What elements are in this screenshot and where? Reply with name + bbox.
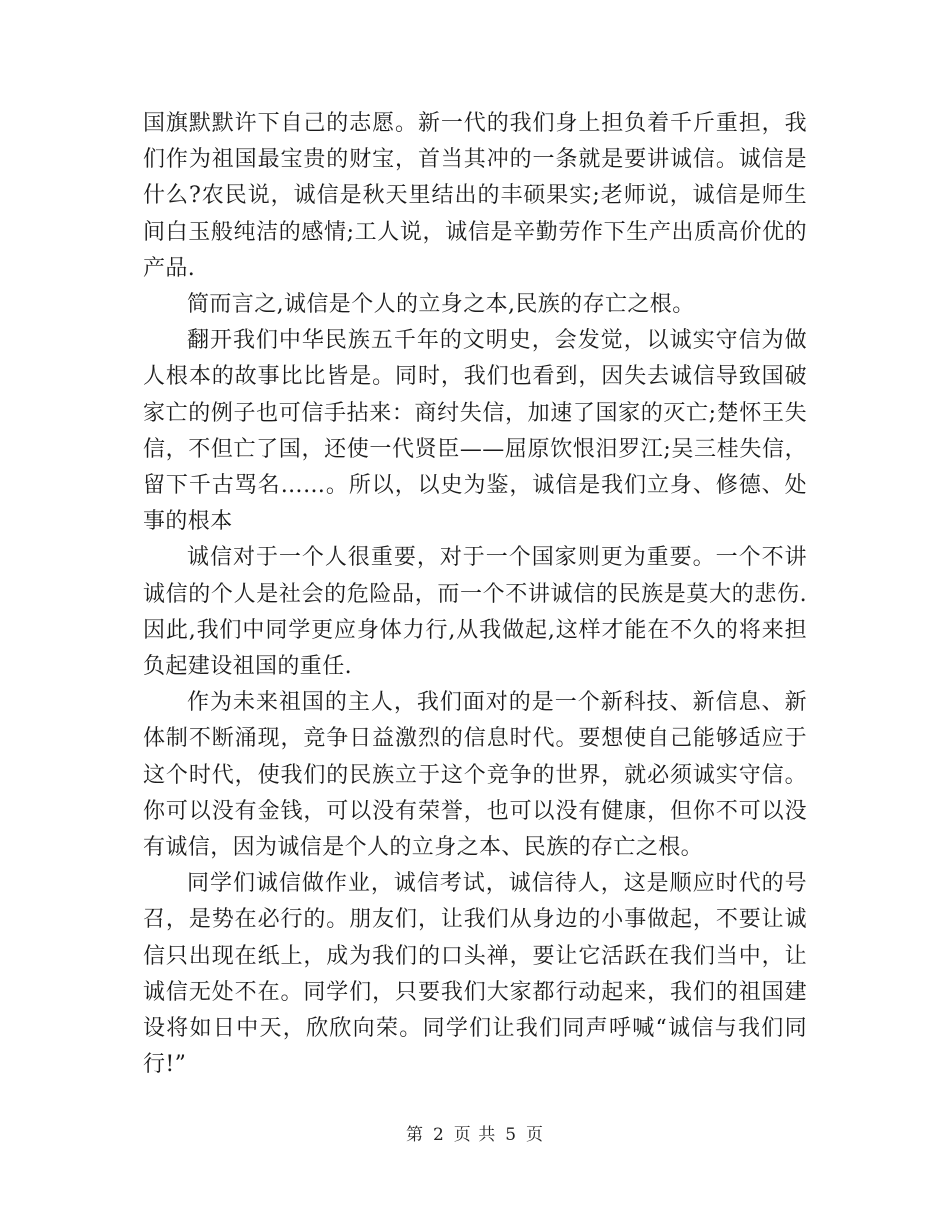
footer-page-number: 2 — [432, 1125, 445, 1145]
document-body — [143, 106, 807, 1083]
paragraph-4: 诚信对于一个人很重要，对于一个国家则更为重要。一个不讲诚信的个人是社会的危险品，而一个不讲诚信的民族是莫大的悲伤. 因此,我们中同学更应身体力行,从我做起,这样才能在不久的将来担负起建设祖国的重任. — [143, 545, 807, 680]
paragraph-1: 国旗默默许下自己的志愿。新一代的我们身上担负着千斤重担，我们作为祖国最宝贵的财宝，首当其冲的一条就是要讲诚信。诚信是什么?农民说，诚信是秋天里结出的丰硕果实;老师说，诚信是师生间白玉般纯洁的感情;工人说，诚信是辛勤劳作下生产出质高价优的产品. — [143, 111, 807, 281]
paragraph-6: 同学们诚信做作业，诚信考试，诚信待人，这是顺应时代的号召，是势在必行的。朋友们，让我们从身边的小事做起，不要让诚信只出现在纸上，成为我们的口头禅，要让它活跃在我们当中，让诚信无处不在。同学们，只要我们大家都行动起来，我们的祖国建设将如日中天，欣欣向荣。同学们让我们同声呼喊“诚信与我们同行!” — [143, 871, 807, 1078]
footer-middle: 页 共 — [453, 1125, 497, 1145]
footer-total-pages: 5 — [505, 1125, 518, 1145]
paragraph-3: 翻开我们中华民族五千年的文明史，会发觉，以诚实守信为做人根本的故事比比皆是。同时，我们也看到，因失去诚信导致国破家亡的例子也可信手拈来：商纣失信，加速了国家的灭亡;楚怀王失信，不但亡了国，还使一代贤臣——屈原饮恨汨罗江;吴三桂失信，留下千古骂名……。所以，以史为鉴，诚信是我们立身、修德、处事的根本 — [143, 328, 807, 535]
paragraph-2: 简而言之,诚信是个人的立身之本,民族的存亡之根。 — [187, 292, 695, 318]
footer-prefix: 第 — [405, 1125, 424, 1145]
page-footer — [0, 1120, 950, 1145]
footer-suffix: 页 — [526, 1125, 545, 1145]
paragraph-5: 作为未来祖国的主人，我们面对的是一个新科技、新信息、新体制不断涌现，竞争日益激烈的信息时代。要想使自己能够适应于这个时代，使我们的民族立于这个竞争的世界，就必须诚实守信。你可以没有金钱，可以没有荣誉，也可以没有健康，但你不可以没有诚信，因为诚信是个人的立身之本、民族的存亡之根。 — [143, 690, 807, 861]
